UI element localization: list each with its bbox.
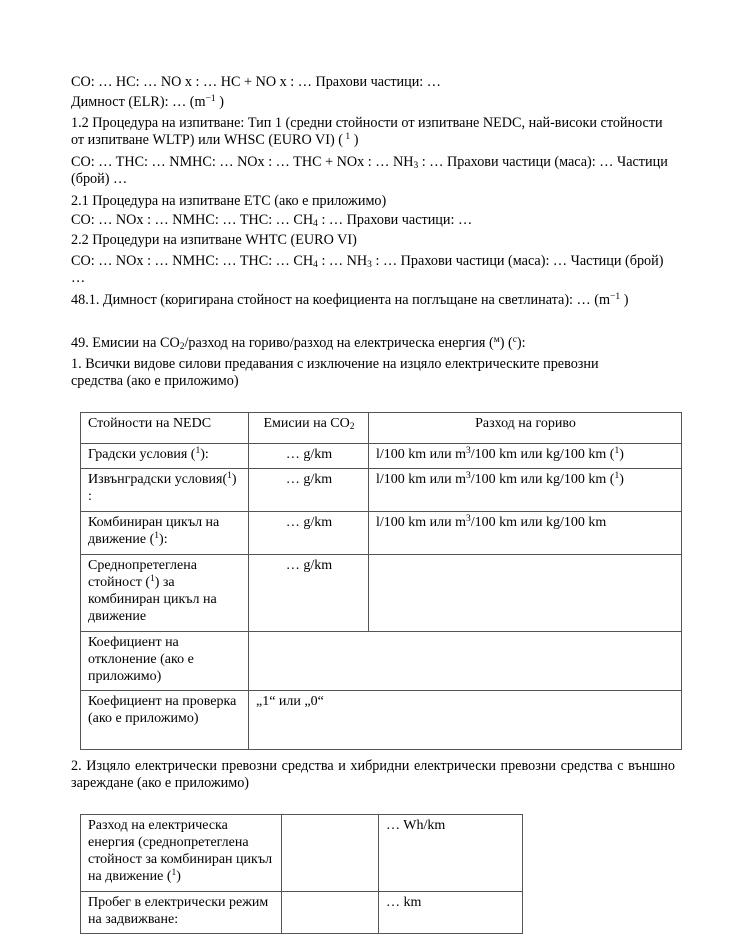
superscript: 1 — [614, 446, 620, 456]
value-cell — [379, 815, 523, 892]
text: … g/km — [285, 515, 333, 530]
superscript: c — [512, 335, 517, 345]
table-row — [81, 691, 682, 750]
header-cell — [369, 413, 682, 444]
row-label — [81, 444, 249, 469]
text: l/100 km или m — [376, 447, 467, 462]
text: Комбиниран цикъл на движение ( — [88, 515, 220, 547]
smoke-corrected-line — [71, 292, 628, 309]
superscript: 1 — [343, 132, 351, 142]
test-procedure-2-1 — [71, 193, 386, 210]
text: /100 km или kg/100 km ( — [470, 472, 615, 487]
header-cell — [249, 413, 369, 444]
superscript: 1 — [614, 471, 620, 481]
emissions-line-2 — [71, 154, 671, 188]
text: l/100 km или m — [376, 472, 467, 487]
empty-cell — [282, 815, 379, 892]
text: 2.2 Процедури на изпитване WHTC (EURO VI) — [71, 232, 357, 248]
emissions-cell — [249, 512, 369, 555]
text: Среднопретеглена стойност ( — [88, 558, 197, 590]
superscript: 1 — [171, 868, 177, 878]
text: 49. Емисии на CO — [71, 335, 180, 351]
text: CO: … HC: … NO x : … HC + NO x : … Прахови частици: … — [71, 74, 441, 90]
text: … km — [386, 895, 422, 910]
text: ): — [516, 335, 526, 351]
emissions-line-4 — [71, 253, 671, 287]
text: … Wh/km — [386, 818, 446, 833]
text: ) — [619, 447, 624, 462]
smoke-elr-line — [71, 94, 224, 111]
table-row — [81, 469, 682, 512]
table-row — [81, 632, 682, 691]
subsection-1-heading — [71, 356, 646, 390]
text: … g/km — [285, 447, 333, 462]
superscript: м — [493, 335, 500, 345]
fuel-cell — [369, 444, 682, 469]
text: CO: … THC: … NMHC: … NOx : … THC + NOx : … NH — [71, 154, 414, 170]
superscript: 1 — [154, 531, 160, 541]
text: ) — [619, 472, 624, 487]
row-label — [81, 555, 249, 632]
emissions-cell — [249, 555, 369, 632]
superscript: −1 — [205, 94, 216, 104]
subscript: 3 — [367, 260, 372, 270]
superscript: 3 — [466, 471, 471, 481]
header-cell — [81, 413, 249, 444]
subscript: 4 — [313, 260, 318, 270]
row-label — [81, 512, 249, 555]
text: ): — [159, 532, 168, 547]
superscript: 1 — [195, 446, 201, 456]
text: Разход на гориво — [475, 416, 576, 431]
table-row — [81, 555, 682, 632]
table-header-row — [81, 413, 682, 444]
text: 1.2 Процедура на изпитване: Тип 1 (средни стойности от изпитване NEDC, най-високи стойности от изпитване WLTP) или WHSC (EURO VI) ( — [71, 115, 663, 148]
text: ) ( — [499, 335, 513, 351]
subscript: 3 — [413, 161, 419, 171]
test-procedure-2-2 — [71, 232, 357, 249]
section-49-heading — [71, 335, 526, 352]
text: ) — [215, 94, 224, 110]
electric-vehicle-table — [80, 814, 523, 934]
row-label — [81, 815, 282, 892]
test-procedure-1-2 — [71, 115, 671, 149]
text: ): — [200, 447, 209, 462]
subscript: 4 — [313, 219, 318, 229]
superscript: 1 — [149, 574, 155, 584]
emissions-line-3 — [71, 212, 472, 229]
text: : … Прахови частици (маса): … Частици (брой) … — [71, 154, 668, 187]
value-cell — [379, 892, 523, 934]
table-row — [81, 444, 682, 469]
superscript: −1 — [610, 292, 621, 302]
text: Стойности на NEDC — [88, 416, 212, 431]
text: Коефициент на проверка (ако е приложимо) — [88, 694, 237, 726]
row-label — [81, 892, 282, 934]
subsection-2-heading — [71, 758, 675, 792]
text: 2.1 Процедура на изпитване ETC (ако е приложимо) — [71, 193, 387, 209]
text: Пробег в електрически режим на задвижване: — [88, 895, 269, 927]
text: : … NH — [317, 253, 368, 269]
text: /100 km или kg/100 km ( — [470, 447, 615, 462]
text: 1. Всички видове силови предавания с изключение на изцяло електрическите превозни средства (ако е приложимо) — [71, 356, 599, 389]
text: Димност (ELR): … (m — [71, 94, 206, 110]
text: Градски условия ( — [88, 447, 196, 462]
superscript: 3 — [466, 446, 471, 456]
text: ) — [176, 869, 181, 884]
fuel-cell — [369, 555, 682, 632]
text: ) — [620, 292, 629, 308]
row-label — [81, 469, 249, 512]
text: Емисии на CO — [263, 416, 350, 431]
table-row — [81, 815, 523, 892]
text: … g/km — [285, 472, 333, 487]
superscript: 3 — [466, 514, 471, 524]
emissions-cell — [249, 444, 369, 469]
text: ) : — [88, 472, 237, 504]
value-cell — [249, 632, 682, 691]
row-label — [81, 691, 249, 750]
text: : … Прахови частици (маса): … Частици (брой) … — [71, 253, 664, 286]
row-label — [81, 632, 249, 691]
text: … g/km — [285, 558, 333, 573]
text: /100 km или kg/100 km — [470, 515, 607, 530]
fuel-cell — [369, 512, 682, 555]
emissions-cell — [249, 469, 369, 512]
table-row — [81, 892, 523, 934]
text: 2. Изцяло електрически превозни средства и хибридни електрически превозни средства с външно зареждане (ако е приложимо) — [71, 758, 675, 791]
subscript: 2 — [179, 342, 185, 352]
subscript: 2 — [349, 422, 355, 432]
emissions-line-1 — [71, 74, 441, 91]
text: „1“ или „0“ — [256, 694, 324, 709]
text: CO: … NOx : … NMHC: … THC: … CH — [71, 253, 314, 269]
text: Коефициент на отклонение (ако е приложимо) — [88, 635, 194, 684]
superscript: 1 — [227, 471, 232, 481]
text: : … Прахови частици: … — [317, 212, 473, 228]
text: CO: … NOx : … NMHC: … THC: … CH — [71, 212, 314, 228]
text: l/100 km или m — [376, 515, 467, 530]
text: ) — [350, 132, 359, 148]
text: Извънградски условия( — [88, 472, 228, 487]
text: ) за комбиниран цикъл на движение — [88, 575, 217, 624]
table-row — [81, 512, 682, 555]
text: /разход на гориво/разход на електрическа енергия ( — [184, 335, 494, 351]
text: Разход на електрическа енергия (среднопретеглена стойност за комбиниран цикъл на движение ( — [88, 818, 273, 884]
nedc-values-table — [80, 412, 682, 750]
empty-cell — [282, 892, 379, 934]
fuel-cell — [369, 469, 682, 512]
text: 48.1. Димност (коригирана стойност на коефициента на поглъщане на светлината): … (m — [71, 292, 611, 308]
value-cell — [249, 691, 682, 750]
